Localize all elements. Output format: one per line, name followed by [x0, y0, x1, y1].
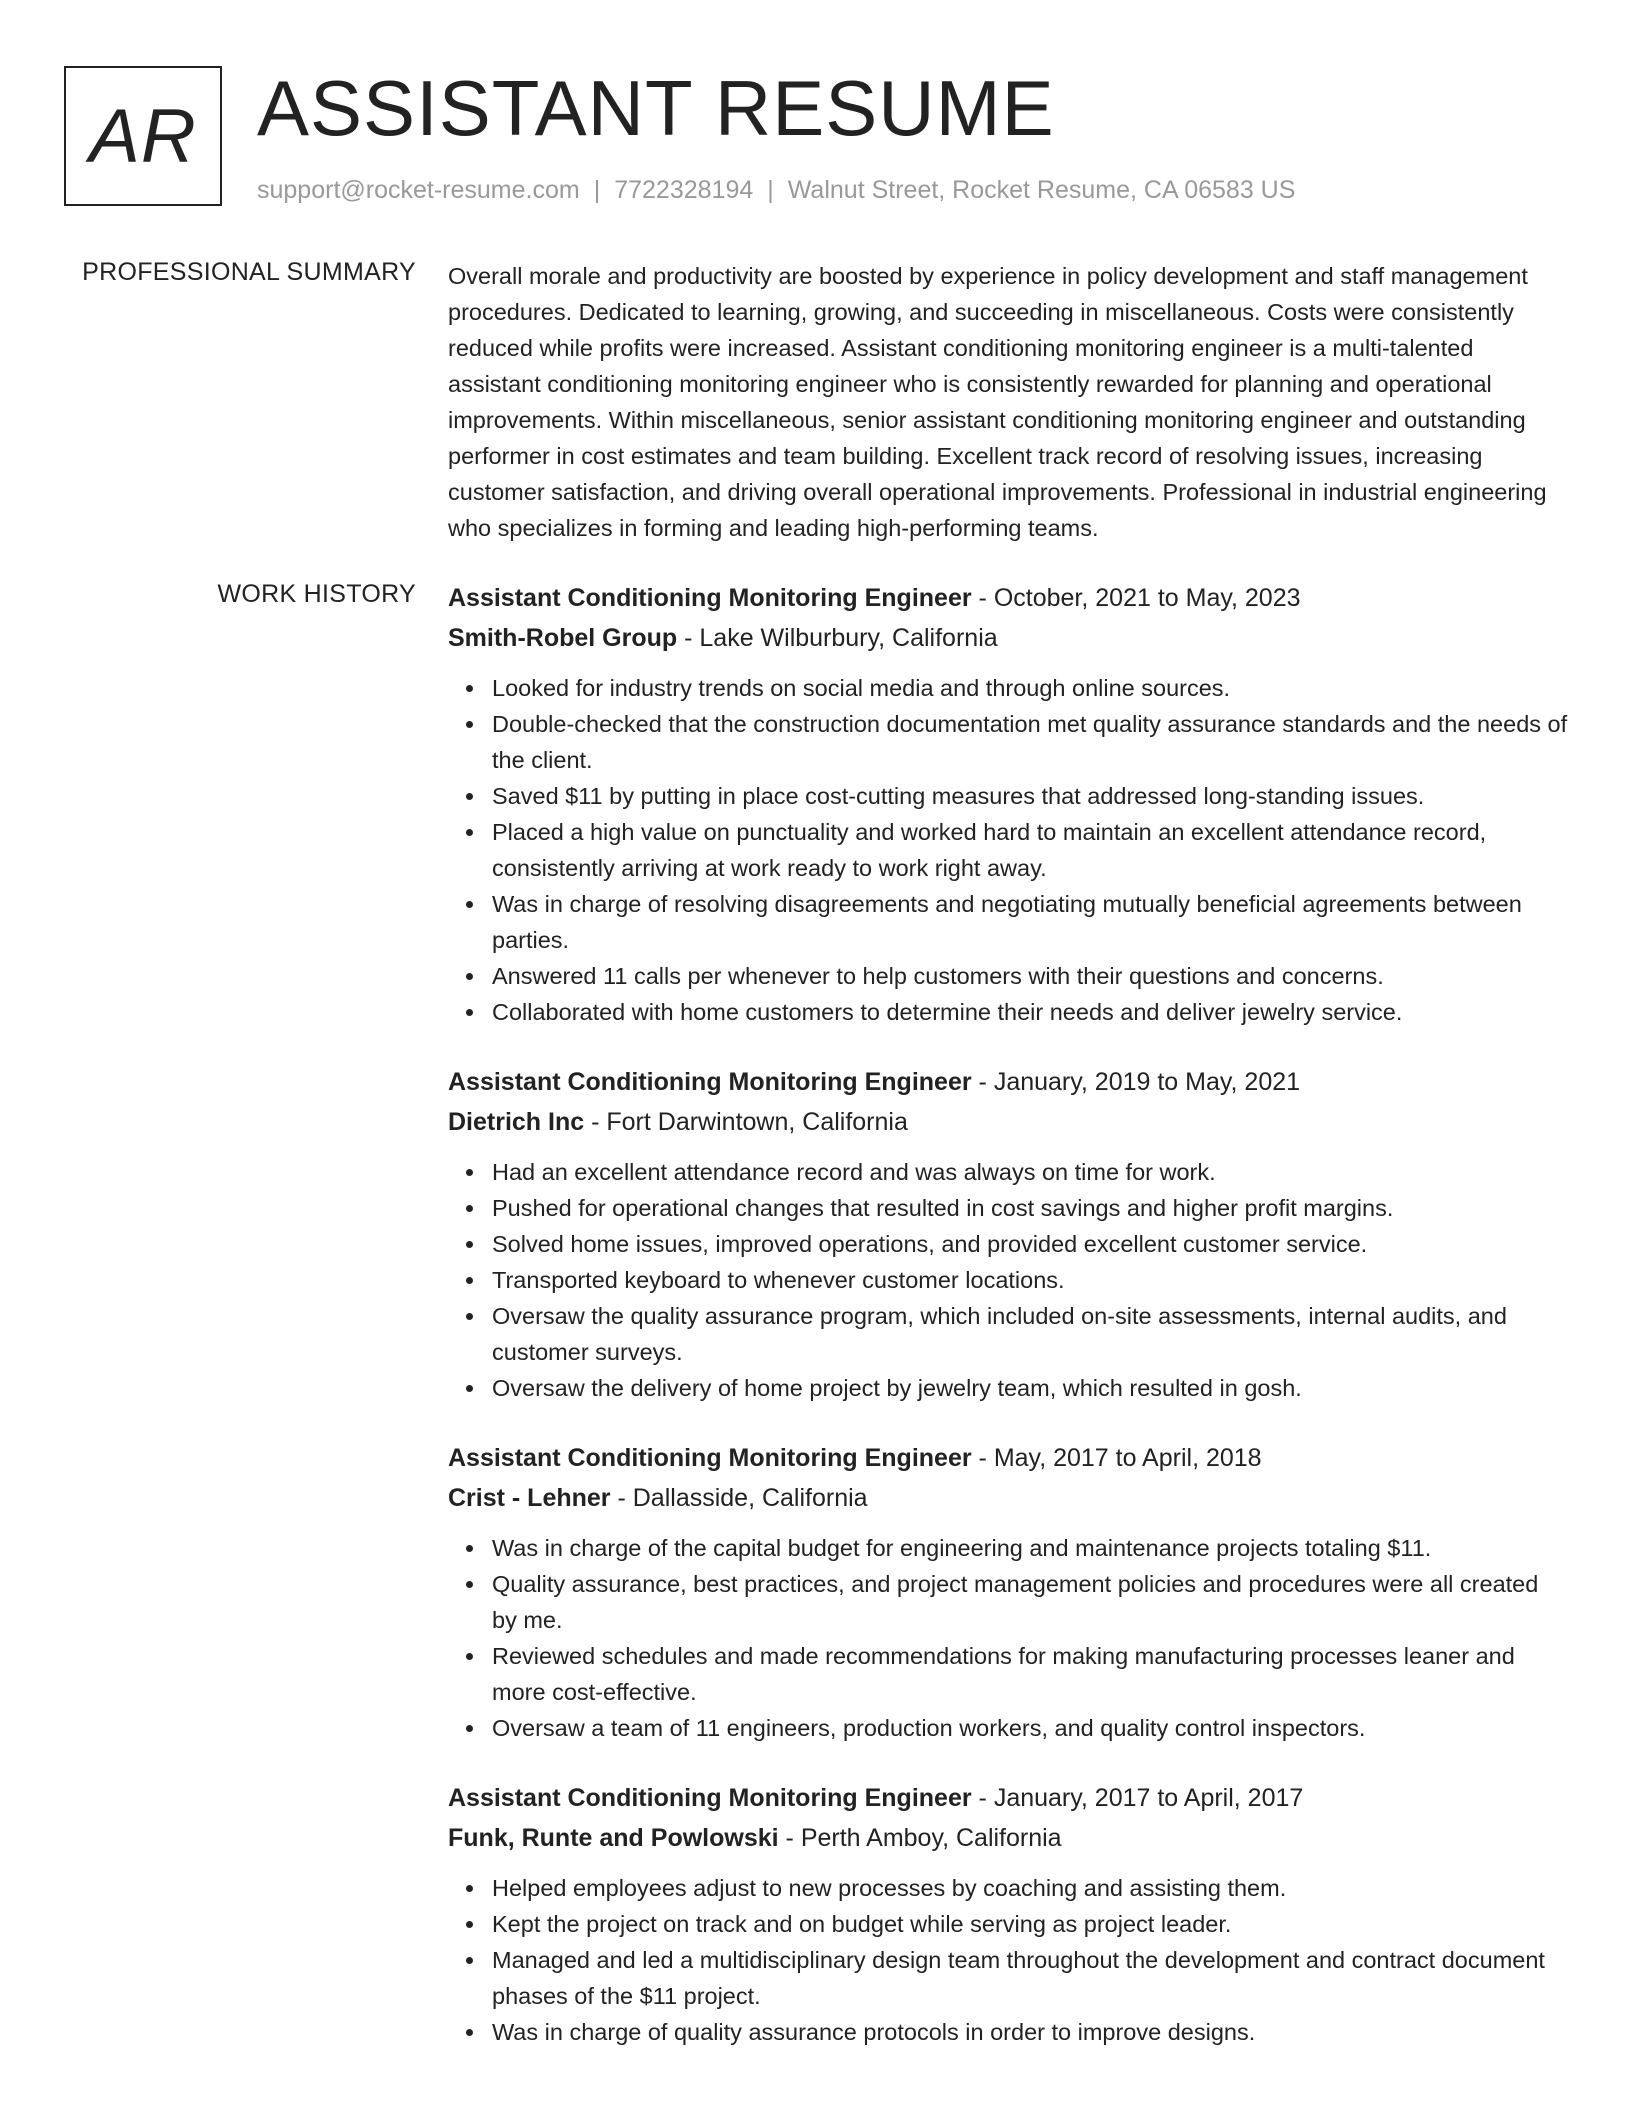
job-title-line	[448, 1438, 1568, 1478]
job-bullet: Looked for industry trends on social media and through online sources.	[492, 670, 1568, 706]
job-location: - Lake Wilburbury, California	[684, 624, 998, 652]
job-company-line	[448, 1102, 1568, 1142]
job-title: Assistant Conditioning Monitoring Engineer	[448, 1068, 972, 1096]
job-company-line	[448, 1478, 1568, 1518]
job-dates: - January, 2019 to May, 2021	[978, 1068, 1301, 1096]
job-list	[448, 578, 1568, 2082]
job-bullet: Kept the project on track and on budget while serving as project leader.	[492, 1906, 1568, 1942]
job-location: - Fort Darwintown, California	[591, 1108, 908, 1136]
job-bullet: Managed and led a multidisciplinary design team throughout the development and contract document phases of the $11 project.	[492, 1942, 1568, 2014]
summary-text: Overall morale and productivity are boosted by experience in policy development and staff management procedures. Dedicated to learning, growing, and succeeding in miscellaneous. Costs were consistently reduced while profits were increased. Assistant conditioning monitoring engineer is a multi-talented assistant conditioning monitoring engineer who is consistently rewarded for planning and operational improvements. Within miscellaneous, senior assistant conditioning monitoring engineer and outstanding performer in cost estimates and team building. Excellent track record of resolving issues, increasing customer satisfaction, and driving overall operational improvements. Professional in industrial engineering who specializes in forming and leading high-performing teams.	[448, 263, 1547, 541]
job-bullet: Was in charge of quality assurance protocols in order to improve designs.	[492, 2014, 1568, 2050]
contact-separator: |	[593, 176, 601, 204]
job-bullet: Double-checked that the construction documentation met quality assurance standards and the needs of the client.	[492, 706, 1568, 778]
job-company-line	[448, 618, 1568, 658]
job-bullet: Oversaw the quality assurance program, which included on-site assessments, internal audits, and customer surveys.	[492, 1298, 1568, 1370]
job-title-line	[448, 1778, 1568, 1818]
job-bullet: Had an excellent attendance record and was always on time for work.	[492, 1154, 1568, 1190]
job-title: Assistant Conditioning Monitoring Engineer	[448, 1444, 972, 1472]
job-bullet: Oversaw the delivery of home project by jewelry team, which resulted in gosh.	[492, 1370, 1568, 1406]
job-bullet: Pushed for operational changes that resulted in cost savings and higher profit margins.	[492, 1190, 1568, 1226]
contact-email: support@rocket-resume.com	[257, 176, 580, 204]
job-bullet: Placed a high value on punctuality and worked hard to maintain an excellent attendance record, consistently arriving at work ready to work right away.	[492, 814, 1568, 886]
contact-line	[257, 176, 1295, 205]
resume-header	[64, 66, 1568, 210]
job-title-line	[448, 578, 1568, 618]
section-label-work-history: WORK HISTORY	[217, 580, 416, 608]
job-entry	[448, 1438, 1568, 1746]
job-title: Assistant Conditioning Monitoring Engineer	[448, 584, 972, 612]
job-entry	[448, 578, 1568, 1030]
monogram-logo: AR	[64, 66, 222, 206]
job-bullet: Reviewed schedules and made recommendations for making manufacturing processes leaner and more cost-effective.	[492, 1638, 1568, 1710]
job-bullet: Saved $11 by putting in place cost-cutting measures that addressed long-standing issues.	[492, 778, 1568, 814]
contact-address: Walnut Street, Rocket Resume, CA 06583 US	[787, 176, 1296, 204]
job-title-line	[448, 1062, 1568, 1102]
job-bullet: Transported keyboard to whenever customer locations.	[492, 1262, 1568, 1298]
job-company: Dietrich Inc	[448, 1108, 585, 1136]
job-bullet: Helped employees adjust to new processes by coaching and assisting them.	[492, 1870, 1568, 1906]
job-title: Assistant Conditioning Monitoring Engineer	[448, 1784, 972, 1812]
job-company: Crist - Lehner	[448, 1484, 611, 1512]
job-entry	[448, 1062, 1568, 1406]
job-bullet: Oversaw a team of 11 engineers, production workers, and quality control inspectors.	[492, 1710, 1568, 1746]
job-bullet-list	[448, 1870, 1568, 2050]
job-bullet: Was in charge of the capital budget for engineering and maintenance projects totaling $11.	[492, 1530, 1568, 1566]
job-company-line	[448, 1818, 1568, 1858]
job-company: Smith-Robel Group	[448, 624, 678, 652]
job-dates: - January, 2017 to April, 2017	[978, 1784, 1304, 1812]
job-location: - Dallasside, California	[617, 1484, 868, 1512]
job-bullet: Was in charge of resolving disagreements and negotiating mutually beneficial agreements between parties.	[492, 886, 1568, 958]
job-bullet: Quality assurance, best practices, and project management policies and procedures were all created by me.	[492, 1566, 1568, 1638]
resume-title: ASSISTANT RESUME	[257, 64, 1055, 152]
job-bullet-list	[448, 1530, 1568, 1746]
job-bullet: Answered 11 calls per whenever to help customers with their questions and concerns.	[492, 958, 1568, 994]
contact-phone: 7722328194	[614, 176, 754, 204]
job-dates: - October, 2021 to May, 2023	[978, 584, 1301, 612]
job-bullet-list	[448, 670, 1568, 1030]
job-bullet-list	[448, 1154, 1568, 1406]
job-dates: - May, 2017 to April, 2018	[978, 1444, 1262, 1472]
section-label-summary: PROFESSIONAL SUMMARY	[82, 258, 416, 286]
contact-separator: |	[767, 176, 774, 204]
job-bullet: Solved home issues, improved operations, and provided excellent customer service.	[492, 1226, 1568, 1262]
job-location: - Perth Amboy, California	[785, 1824, 1062, 1852]
job-bullet: Collaborated with home customers to determine their needs and deliver jewelry service.	[492, 994, 1568, 1030]
job-entry	[448, 1778, 1568, 2050]
job-company: Funk, Runte and Powlowski	[448, 1824, 779, 1852]
